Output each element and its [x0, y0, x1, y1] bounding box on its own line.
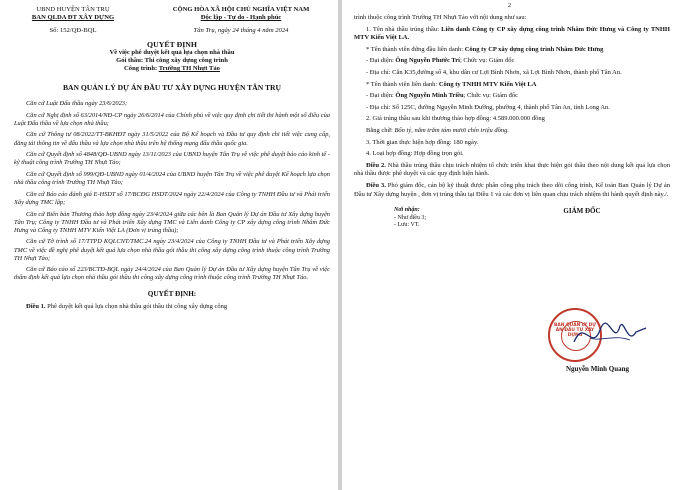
member-address: - Địa chỉ: Số 125C, đường Nguyễn Minh Đường, phường 4, thành phố Tân An, tỉnh Long An.: [366, 103, 610, 111]
legal-basis-item: Căn cứ Báo cáo số 223/BCTĐ-BQL ngày 24/4/2024 của Ban Quản lý Dự án Đầu tư Xây dựng huyện Tân Trụ về việc thẩm định kết quả lựa chọn nhà thầu gói thầu thi công xây dựng công trình thuộc công trình Trường TH Nhựt Tảo.: [14, 266, 330, 282]
member-rep-line: [354, 92, 670, 101]
national-motto-block: [152, 6, 330, 35]
member-rep-name: Ông Nguyễn Minh Triều: [395, 92, 464, 100]
recipients-block: [354, 207, 426, 230]
lead-rep-line: [354, 57, 670, 66]
handwritten-signature: [570, 312, 650, 356]
article-3-label: Điều 3.: [366, 181, 386, 189]
article-2-label: Điều 2.: [366, 161, 386, 169]
member-rep-role: ; Chức vụ: Giám đốc: [463, 92, 519, 100]
project-line: [14, 65, 330, 73]
signer-name: Nguyễn Minh Quang: [566, 365, 630, 373]
document-page-2: [342, 0, 680, 490]
member-rep-label: - Đại diện:: [366, 92, 396, 100]
project-name: Trường TH Nhựt Tảo: [158, 65, 220, 72]
article-1-continued: trình thuộc công trình Trường TH Nhựt Tảo với nội dung như sau:: [354, 14, 527, 21]
signer-title: GIÁM ĐỐC: [563, 207, 601, 216]
legal-basis-item: Căn cứ Quyết định số 4848/QĐ-UBND ngày 13/11/2023 của UBND huyện Tân Trụ về việc phê duyệt báo cáo kinh tế - kỹ thuật công trình Trường TH Nhựt Tảo;: [14, 151, 330, 167]
legal-basis-item: Căn cứ Thông tư 08/2022/TT-BKHĐT ngày 31/5/2022 của Bộ Kế hoạch và Đầu tư quy định chi tiết việc cung cấp, đăng tải thông tin về đấu thầu và lựa chọn nhà thầu trên hệ thống mạng đấu thầu quốc gia.: [14, 131, 330, 147]
decision-title: QUYẾT ĐỊNH: [147, 40, 197, 49]
lead-rep-name: Ông Nguyễn Phước Trí: [395, 57, 460, 65]
winner-line: [354, 26, 670, 43]
decision-subject: Về việc phê duyệt kết quả lựa chọn nhà thầu: [109, 49, 235, 56]
document-number: Số: 152/QĐ-BQL: [49, 27, 97, 34]
issuer-name: BAN QLDA ĐT XÂY DỰNG: [31, 14, 115, 21]
article-1: [14, 303, 330, 312]
member-label: * Tên thành viên liên danh:: [366, 80, 439, 88]
signer-block: [522, 207, 642, 230]
issuer-block: [14, 6, 132, 35]
issuer-parent: UBND HUYỆN TÂN TRỤ: [36, 6, 110, 13]
document-page-1: [0, 0, 338, 490]
agency-heading: BAN QUẢN LÝ DỰ ÁN ĐẦU TƯ XÂY DỰNG HUYỆN TÂN TRỤ: [62, 83, 282, 92]
legal-bases: [14, 100, 330, 283]
lead-member-name: Công ty CP xây dựng công trình Nhâm Đức Hưng: [464, 45, 604, 53]
legal-basis-item: Căn cứ Luật Đấu thầu ngày 23/6/2023;: [26, 100, 128, 107]
lead-rep-label: - Đại diện:: [366, 57, 396, 65]
contract-duration: 3. Thời gian thực hiện hợp đồng: 180 ngày.: [366, 138, 479, 146]
legal-basis-item: Căn cứ Biên bản Thương thảo hợp đồng ngày 23/4/2024 giữa các bên là Ban Quản lý Dự án Đầu tư Xây dựng huyện Tân Trụ; Công ty TNHH Đầu tư và Phát triển Xây dựng TMC và Liên danh Công ty CP xây dựng công trình Nhâm Đức Hưng và Công ty TNHH MTV Kiến Việt LA (Đơn vị trúng thầu);: [14, 210, 330, 234]
issue-date: Tân Trụ, ngày 24 tháng 4 năm 2024: [193, 27, 289, 34]
document-header: [14, 6, 330, 35]
project-prefix: Công trình:: [124, 65, 159, 72]
page-number: 2: [508, 3, 511, 9]
contract-price: 2. Giá trúng thầu sau khi thương thảo hợp đồng: 4.589.000.000 đồng: [366, 115, 545, 123]
legal-basis-item: Căn cứ Tờ trình số 17/TTPD KQLCNT/TMC.24 ngày 23/4/2024 của Công ty TNHH Đầu tư và Phát triển Xây dựng TMC về việc đề nghị phê duyệt kết quả lựa chọn nhà thầu gói thầu thi công xây dựng công trình thuộc công trình Trường TH Nhựt Tảo;: [14, 238, 330, 262]
article-1-text: Phê duyệt kết quả lựa chọn nhà thầu gói thầu thi công xây dựng công: [45, 302, 228, 310]
national-motto: Độc lập - Tự do - Hạnh phúc: [200, 14, 282, 21]
national-title: CỘNG HÒA XÃ HỘI CHỦ NGHĨA VIỆT NAM: [172, 6, 310, 13]
winner-name: Liên danh Công ty CP xây dựng công trình Nhâm Đức Hưng và Công ty TNHH MTV Kiến Việt LA.: [354, 25, 670, 42]
price-in-words: [354, 127, 670, 136]
member-name: Công ty TNHH MTV Kiến Việt LA: [438, 80, 537, 88]
article-2: [354, 162, 670, 179]
article-1-label: Điều 1.: [26, 302, 46, 310]
legal-basis-item: Căn cứ Báo cáo đánh giá E-HSDT số 17/BCĐG HSDT/2024 ngày 22/4/2024 của Công ty TNHH Đầu tư và Phát triển Xây dựng TMC lập;: [14, 190, 330, 206]
member-line: [354, 81, 670, 90]
article-2-text: Nhà thầu trúng thầu chịu trách nhiệm tổ chức triển khai thực hiện gói thầu theo nội dung kết quả lựa chọn nhà thầu được phê duyệt và các quy định hiện hành.: [354, 161, 670, 178]
legal-basis-item: Căn cứ Nghị định số 63/2014/NĐ-CP ngày 26/6/2014 của Chính phủ về việc quy định chi tiết thi hành một số điều của Luật Đấu thầu về lựa chọn nhà thầu;: [14, 111, 330, 127]
decides-heading: QUYẾT ĐỊNH:: [147, 289, 197, 298]
price-words-label: Bằng chữ:: [366, 126, 395, 134]
recipient-item: - Như điều 3;: [394, 214, 427, 221]
article-3: [354, 182, 670, 199]
signature-section: [354, 207, 670, 230]
contract-type: 4. Loại hợp đồng: Hợp đồng trọn gói.: [366, 150, 464, 158]
legal-basis-item: Căn cứ Quyết định số 999/QĐ-UBND ngày 01/4/2024 của UBND huyện Tân Trụ về việc phê duyệt Kế hoạch lựa chọn nhà thầu công trình Trường TH Nhựt Tảo;: [14, 171, 330, 187]
recipients-title: Nơi nhận:: [394, 207, 420, 214]
article-3-text: Phó giám đốc, cán bộ kỹ thuật được phân công phụ trách theo dõi công trình, Kế toán Ban Quản lý Dự án Đầu tư Xây dựng huyện , đơn vị trúng thầu tại Điều 1 và các đơn vị liên quan chịu trách nhiệm thi hành quyết định này./.: [354, 181, 670, 198]
lead-member-line: [354, 46, 670, 55]
lead-rep-role: ; Chức vụ: Giám đốc: [459, 57, 515, 65]
recipient-item: - Lưu: VT.: [394, 222, 420, 229]
winner-label: 1. Tên nhà thầu trúng thầu:: [366, 25, 442, 33]
package-name: Gói thầu: Thi công xây dựng công trình: [116, 57, 228, 64]
seal-text: BAN QUẢN LÝ DỰ ÁN ĐẦU TƯ XÂY DỰNG: [554, 323, 596, 339]
lead-member-label: * Tên thành viên đứng đầu liên danh:: [366, 45, 465, 53]
price-words: Bốn tỷ, năm trăm tám mươi chín triệu đồng.: [394, 126, 510, 134]
lead-address: - Địa chỉ: Căn K35,đường số 4, khu dân cư Lợi Bình Nhơn, xã Lợi Bình Nhơn, thành phố Tân An.: [366, 68, 622, 76]
